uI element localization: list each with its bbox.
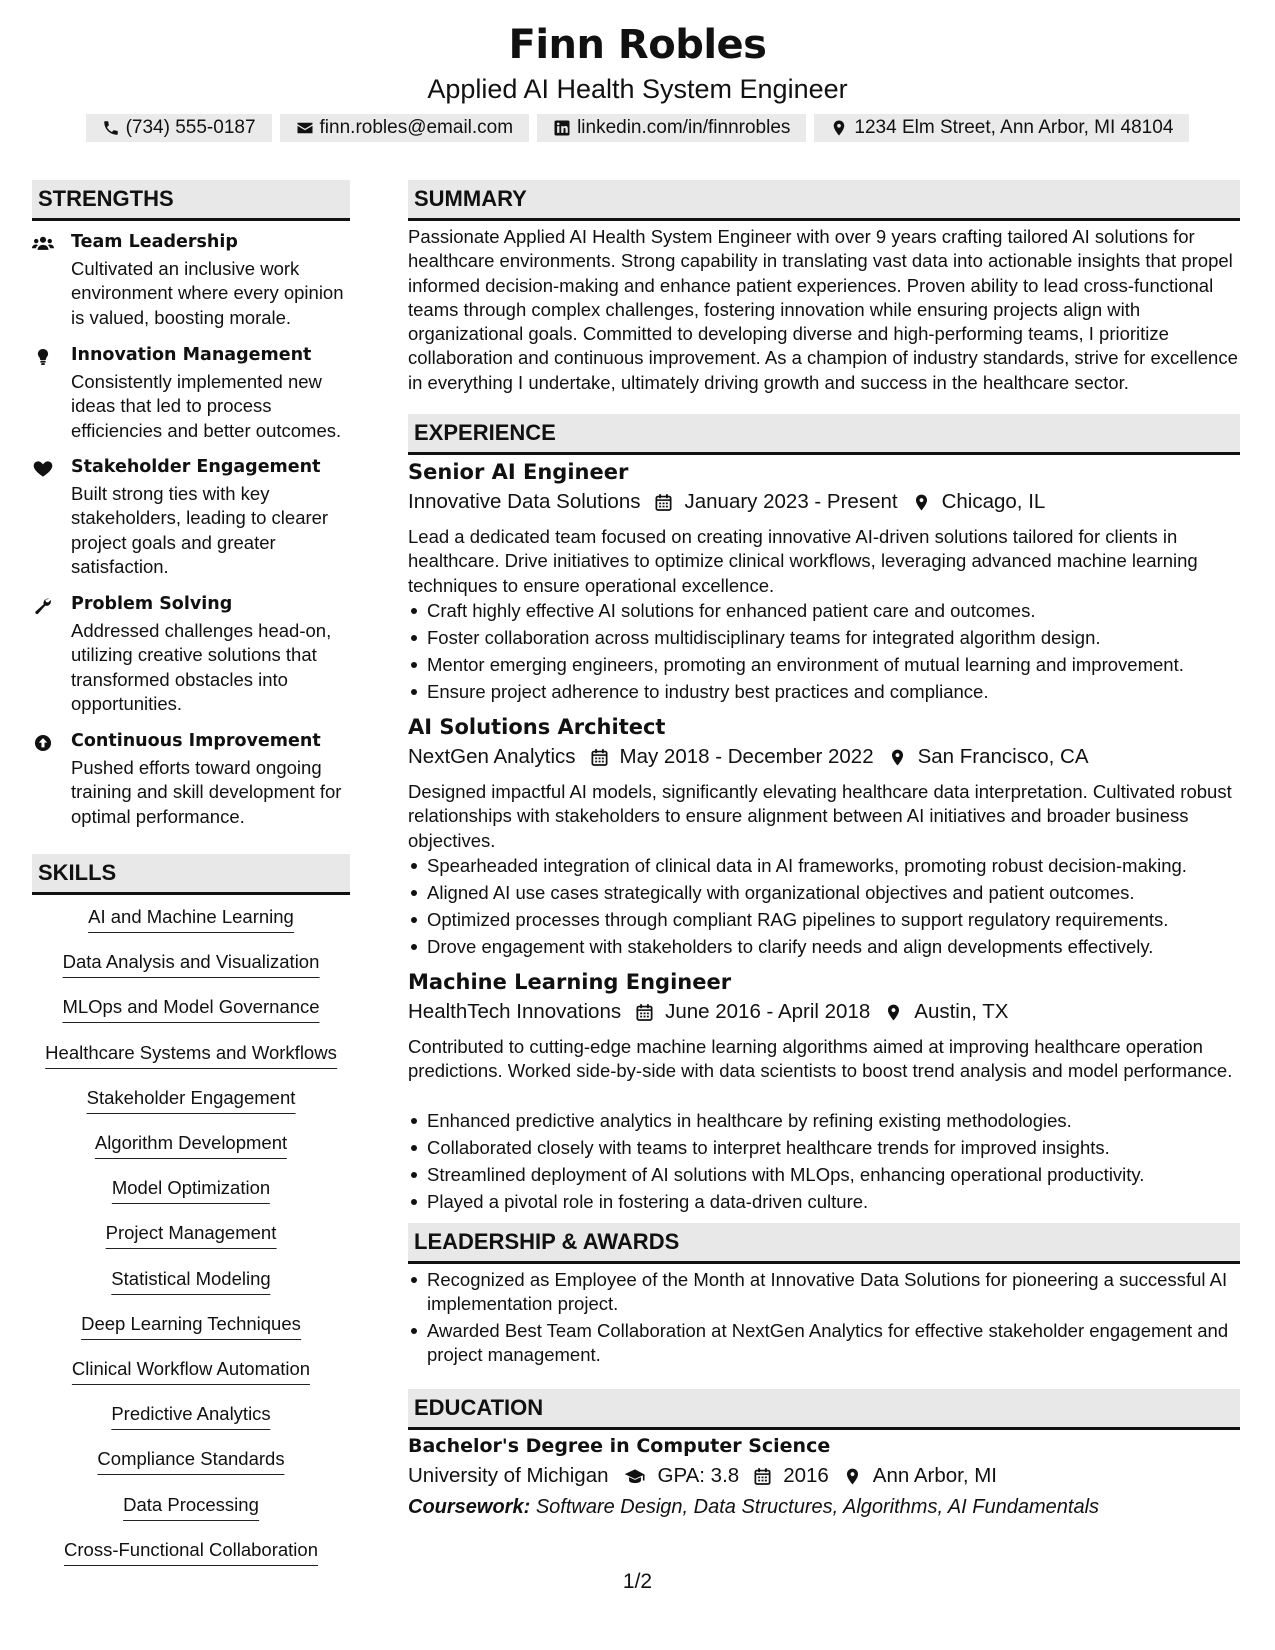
contact-phone[interactable] [86, 114, 272, 142]
arrow-up-circle-icon [32, 733, 54, 753]
users-icon [32, 234, 54, 254]
awards-heading: LEADERSHIP & AWARDS [408, 1223, 1240, 1264]
job-title: AI Solutions Architect [408, 715, 666, 739]
contact-address [814, 114, 1189, 142]
job-bullet: Played a pivotal role in fostering a data-driven culture. [408, 1190, 1240, 1214]
summary-text: Passionate Applied AI Health System Engineer with over 9 years crafting tailored AI solutions for healthcare environments. Strong capability in translating vast data into actionable insights that propel informed decision-making and enhance patient experiences. Proven ability to lead cross-functional teams through complex challenges, fostering innovation while ensuring projects align with organizational goals. Committed to developing diverse and high-performing teams, I prioritize collaboration and continuous improvement. As a champion of industry standards, strive for excellence in everything I undertake, ultimately driving growth and success in the healthcare sector. [408, 226, 1238, 393]
gpa: GPA: 3.8 [657, 1464, 740, 1487]
job-meta [408, 745, 1089, 769]
summary-heading: SUMMARY [408, 180, 1240, 221]
skill-item: Clinical Workflow Automation [72, 1357, 310, 1385]
contact-email[interactable] [280, 114, 530, 142]
job-company: HealthTech Innovations [408, 1000, 622, 1023]
school-name: University of Michigan [408, 1464, 609, 1487]
candidate-name: Finn Robles [508, 22, 767, 68]
job-bullets [408, 854, 1240, 962]
job-dates: January 2023 - Present [684, 490, 898, 513]
job-company: Innovative Data Solutions [408, 490, 641, 513]
job-dates: May 2018 - December 2022 [619, 745, 874, 768]
skills-heading: SKILLS [32, 854, 350, 895]
envelope-icon [296, 119, 314, 137]
strength-desc: Cultivated an inclusive work environment where every opinion is valued, boosting morale. [71, 258, 344, 328]
calendar-icon [635, 1003, 654, 1022]
calendar-icon [753, 1467, 772, 1486]
strength-title: Innovation Management [71, 345, 312, 365]
strength-desc: Pushed efforts toward ongoing training and skill development for optimal performance. [71, 757, 342, 827]
job-bullets [408, 1109, 1240, 1217]
phone-icon [102, 119, 120, 137]
strength-title: Team Leadership [71, 232, 238, 252]
job-meta [408, 490, 1045, 514]
job-bullet: Ensure project adherence to industry best practices and compliance. [408, 680, 1240, 704]
job-bullet: Streamlined deployment of AI solutions with MLOps, enhancing operational productivity. [408, 1163, 1240, 1187]
skill-item: AI and Machine Learning [88, 905, 294, 933]
award-item: Recognized as Employee of the Month at Innovative Data Solutions for pioneering a successful AI implementation project. [408, 1268, 1240, 1316]
job-bullet: Foster collaboration across multidisciplinary teams for integrated algorithm design. [408, 626, 1240, 650]
job-location: San Francisco, CA [917, 745, 1089, 768]
job-location: Austin, TX [914, 1000, 1009, 1023]
skill-item: Project Management [106, 1221, 277, 1249]
job-dates: June 2016 - April 2018 [665, 1000, 871, 1023]
contact-bar [0, 114, 1275, 142]
skill-item: Healthcare Systems and Workflows [45, 1041, 337, 1069]
calendar-icon [654, 493, 673, 512]
job-description: Lead a dedicated team focused on creating innovative AI-driven solutions tailored for clients in healthcare. Drive initiatives to optimize clinical workflows, leveraging advanced machine learning techniques to ensure operational excellence. [408, 526, 1198, 596]
job-meta [408, 1000, 1008, 1024]
map-pin-icon [843, 1467, 862, 1486]
wrench-icon [32, 596, 54, 616]
map-pin-icon [830, 119, 848, 137]
strength-title: Stakeholder Engagement [71, 457, 321, 477]
job-title: Machine Learning Engineer [408, 970, 732, 994]
job-bullet: Optimized processes through compliant RAG pipelines to support regulatory requirements. [408, 908, 1240, 932]
linkedin-icon [553, 119, 571, 137]
job-description: Contributed to cutting-edge machine learning algorithms aimed at improving healthcare operation predictions. Worked side-by-side with data scientists to boost trend analysis and model performance. [408, 1036, 1233, 1082]
degree-title: Bachelor's Degree in Computer Science [408, 1435, 831, 1457]
strength-desc: Consistently implemented new ideas that led to process efficiencies and better outcomes. [71, 371, 342, 441]
education-meta [408, 1464, 997, 1488]
graduation-cap-icon [623, 1467, 647, 1486]
award-item: Awarded Best Team Collaboration at NextGen Analytics for effective stakeholder engagement and project management. [408, 1319, 1240, 1367]
page-number: 1/2 [622, 1570, 653, 1593]
strength-desc: Addressed challenges head-on, utilizing creative solutions that transformed obstacles into opportunities. [71, 620, 332, 714]
strength-desc: Built strong ties with key stakeholders, leading to clearer project goals and greater satisfaction. [71, 483, 329, 577]
skill-item: Cross-Functional Collaboration [64, 1538, 318, 1566]
job-company: NextGen Analytics [408, 745, 576, 768]
map-pin-icon [888, 748, 907, 767]
heart-icon [32, 459, 54, 479]
strengths-heading: STRENGTHS [32, 180, 350, 221]
calendar-icon [590, 748, 609, 767]
contact-linkedin[interactable] [537, 114, 806, 142]
job-bullets [408, 599, 1240, 707]
map-pin-icon [912, 493, 931, 512]
job-bullet: Craft highly effective AI solutions for enhanced patient care and outcomes. [408, 599, 1240, 623]
coursework [408, 1496, 1099, 1519]
skill-item: Data Analysis and Visualization [63, 950, 320, 978]
coursework-list: Software Design, Data Structures, Algorithms, AI Fundamentals [535, 1496, 1100, 1518]
address-text: 1234 Elm Street, Ann Arbor, MI 48104 [854, 117, 1174, 138]
job-bullet: Drove engagement with stakeholders to clarify needs and align developments effectively. [408, 935, 1240, 959]
skill-item: Compliance Standards [97, 1447, 284, 1475]
skill-item: Model Optimization [112, 1176, 270, 1204]
skill-item: Stakeholder Engagement [87, 1086, 296, 1114]
coursework-label: Coursework: [408, 1496, 531, 1518]
strength-title: Continuous Improvement [71, 731, 321, 751]
graduation-year: 2016 [783, 1464, 829, 1487]
email-text: finn.robles@email.com [319, 117, 514, 138]
skill-item: Deep Learning Techniques [81, 1312, 301, 1340]
experience-heading: EXPERIENCE [408, 414, 1240, 455]
map-pin-icon [884, 1003, 903, 1022]
skill-item: Algorithm Development [95, 1131, 287, 1159]
lightbulb-icon [32, 347, 54, 367]
job-bullet: Collaborated closely with teams to interpret healthcare trends for improved insights. [408, 1136, 1240, 1160]
job-bullet: Enhanced predictive analytics in healthcare by refining existing methodologies. [408, 1109, 1240, 1133]
awards-list [408, 1268, 1240, 1370]
job-title: Senior AI Engineer [408, 460, 629, 484]
job-description: Designed impactful AI models, significantly elevating healthcare data interpretation. Cultivated robust relationships with stakeholders to ensure alignment between AI initiatives and broader business objectives. [408, 781, 1232, 851]
job-location: Chicago, IL [941, 490, 1046, 513]
skill-item: Statistical Modeling [111, 1267, 270, 1295]
skill-item: MLOps and Model Governance [62, 995, 319, 1023]
phone-text: (734) 555-0187 [125, 117, 256, 138]
school-location: Ann Arbor, MI [872, 1464, 997, 1487]
job-bullet: Aligned AI use cases strategically with organizational objectives and patient outcomes. [408, 881, 1240, 905]
job-bullet: Mentor emerging engineers, promoting an environment of mutual learning and improvement. [408, 653, 1240, 677]
linkedin-text: linkedin.com/in/finnrobles [577, 117, 791, 138]
job-bullet: Spearheaded integration of clinical data in AI frameworks, promoting robust decision-making. [408, 854, 1240, 878]
skill-item: Predictive Analytics [111, 1402, 270, 1430]
strength-title: Problem Solving [71, 594, 233, 614]
skill-item: Data Processing [123, 1493, 259, 1521]
education-heading: EDUCATION [408, 1389, 1240, 1430]
candidate-title: Applied AI Health System Engineer [427, 74, 848, 104]
